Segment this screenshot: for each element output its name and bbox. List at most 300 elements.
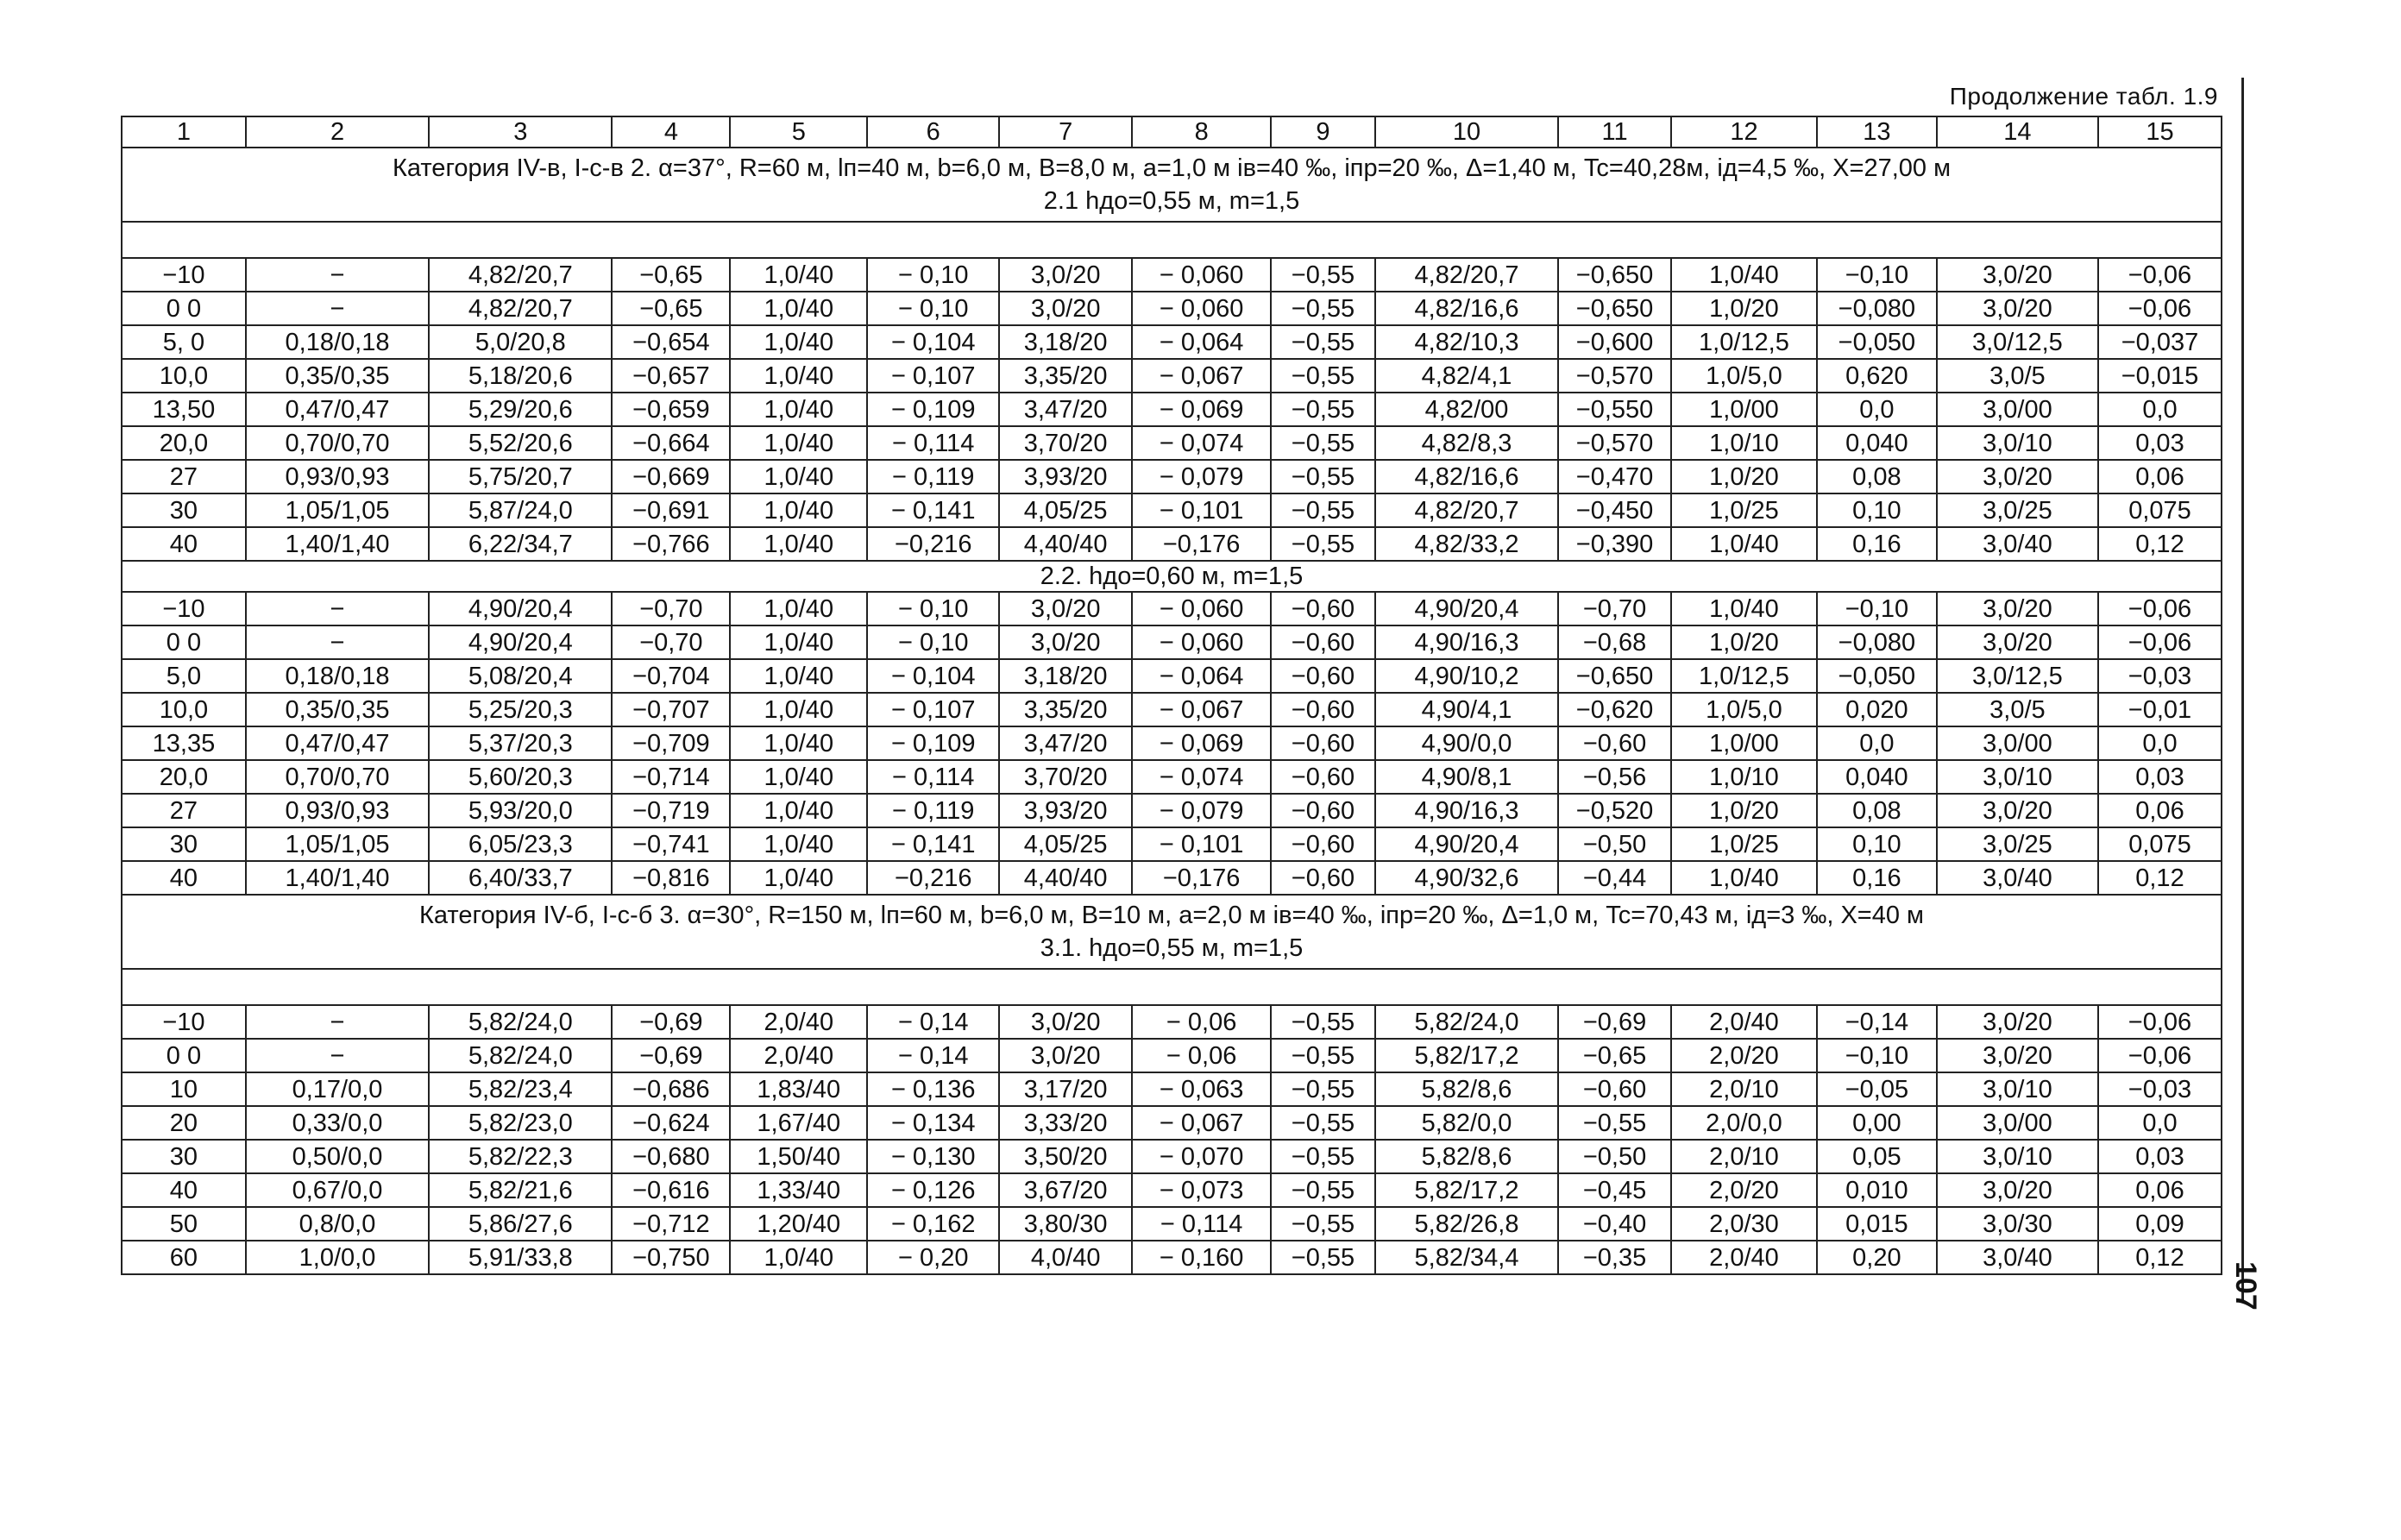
table-cell: 3,0/25	[1937, 827, 2098, 861]
section-header-cell	[122, 148, 2222, 222]
table-cell: 5,08/20,4	[429, 659, 612, 693]
table-cell: 3,0/20	[1937, 794, 2098, 827]
table-cell: − 0,134	[867, 1106, 999, 1140]
table-cell: −0,176	[1132, 861, 1271, 895]
table-cell: 1,0/00	[1671, 726, 1817, 760]
table-cell: 0,18/0,18	[246, 659, 429, 693]
table-cell: −0,015	[2098, 359, 2222, 393]
table-cell: 5,37/20,3	[429, 726, 612, 760]
column-number-cell: 13	[1817, 116, 1937, 148]
table-cell: 3,0/20	[1937, 625, 2098, 659]
table-cell: −0,080	[1817, 292, 1937, 325]
table-cell: 4,05/25	[999, 493, 1132, 527]
table-cell: − 0,141	[867, 827, 999, 861]
table-cell: 4,40/40	[999, 861, 1132, 895]
table-cell: −0,659	[612, 393, 730, 426]
table-cell: 0 0	[122, 625, 246, 659]
table-cell: − 0,109	[867, 393, 999, 426]
section-header-cell	[122, 895, 2222, 969]
table-cell: −0,60	[1271, 726, 1375, 760]
table-cell: −0,657	[612, 359, 730, 393]
table-cell: 0,0	[1817, 393, 1937, 426]
table-cell: 1,0/40	[730, 426, 867, 460]
table-cell: −0,686	[612, 1072, 730, 1106]
table-cell: 13,35	[122, 726, 246, 760]
table-cell: 5,82/34,4	[1375, 1241, 1558, 1274]
table-cell: 3,0/5	[1937, 693, 2098, 726]
table-cell: 4,82/16,6	[1375, 292, 1558, 325]
table-cell: 5,82/17,2	[1375, 1173, 1558, 1207]
table-cell: 4,90/32,6	[1375, 861, 1558, 895]
table-row	[122, 1241, 2222, 1274]
table-row	[122, 1106, 2222, 1140]
table-cell: −0,55	[1271, 292, 1375, 325]
table-cell: −0,60	[1271, 827, 1375, 861]
table-cell: −0,55	[1271, 1106, 1375, 1140]
table-cell: 3,0/20	[999, 258, 1132, 292]
table-cell: 0,03	[2098, 1140, 2222, 1173]
table-cell: −0,03	[2098, 659, 2222, 693]
table-cell: −0,60	[1271, 592, 1375, 625]
table-cell: −0,600	[1558, 325, 1671, 359]
table-cell: 4,82/33,2	[1375, 527, 1558, 561]
table-cell: −0,55	[1271, 460, 1375, 493]
table-cell: −0,680	[612, 1140, 730, 1173]
table-cell: − 0,119	[867, 794, 999, 827]
table-row	[122, 460, 2222, 493]
table-cell: 1,0/40	[730, 1241, 867, 1274]
table-cell: 30	[122, 827, 246, 861]
table-cell: 0,0	[2098, 726, 2222, 760]
table-cell: −10	[122, 592, 246, 625]
table-cell: 0,10	[1817, 827, 1937, 861]
table-cell: − 0,074	[1132, 760, 1271, 794]
table-cell: −0,55	[1271, 426, 1375, 460]
table-row	[122, 794, 2222, 827]
table-row	[122, 493, 2222, 527]
table-cell: 20,0	[122, 760, 246, 794]
table-cell: 0,075	[2098, 827, 2222, 861]
table-cell: 30	[122, 493, 246, 527]
table-cell: 0 0	[122, 1039, 246, 1072]
table-cell: 0,015	[1817, 1207, 1937, 1241]
table-caption: Продолжение табл. 1.9	[1949, 83, 2218, 110]
table-cell: 1,0/10	[1671, 760, 1817, 794]
table-cell: 2,0/10	[1671, 1072, 1817, 1106]
column-number-cell: 4	[612, 116, 730, 148]
table-cell: 0,06	[2098, 460, 2222, 493]
table-cell: 5,82/22,3	[429, 1140, 612, 1173]
table-cell: − 0,104	[867, 659, 999, 693]
table-cell: −0,60	[1271, 625, 1375, 659]
table-cell: − 0,107	[867, 693, 999, 726]
table-cell: 0,16	[1817, 527, 1937, 561]
table-cell: −0,620	[1558, 693, 1671, 726]
table-cell: 3,93/20	[999, 460, 1132, 493]
table-cell: − 0,06	[1132, 1005, 1271, 1039]
table-cell: 1,0/00	[1671, 393, 1817, 426]
block-title: 2.2. hдо=0,60 м, m=1,5	[122, 561, 2222, 592]
table-cell: −0,176	[1132, 527, 1271, 561]
section-header-row	[122, 895, 2222, 969]
table-cell: 6,22/34,7	[429, 527, 612, 561]
table-cell: 3,0/00	[1937, 1106, 2098, 1140]
table-cell: 5,86/27,6	[429, 1207, 612, 1241]
table-cell: 27	[122, 460, 246, 493]
table-cell: −0,06	[2098, 258, 2222, 292]
table-cell: 4,82/16,6	[1375, 460, 1558, 493]
table-cell: 60	[122, 1241, 246, 1274]
table-cell: −0,55	[1271, 1039, 1375, 1072]
table-cell: 3,0/40	[1937, 1241, 2098, 1274]
table-cell: 0,075	[2098, 493, 2222, 527]
table-cell: −0,69	[612, 1005, 730, 1039]
table-cell: 3,0/10	[1937, 1140, 2098, 1173]
column-number-cell: 11	[1558, 116, 1671, 148]
table-cell: 0,70/0,70	[246, 760, 429, 794]
table-cell: − 0,114	[1132, 1207, 1271, 1241]
table-cell: 5,87/24,0	[429, 493, 612, 527]
table-cell: −0,55	[1271, 1005, 1375, 1039]
table-cell: 3,80/30	[999, 1207, 1132, 1241]
table-cell: 4,82/4,1	[1375, 359, 1558, 393]
table-cell: 1,0/40	[1671, 258, 1817, 292]
table-cell: −0,550	[1558, 393, 1671, 426]
table-cell: 3,47/20	[999, 726, 1132, 760]
table-cell: 2,0/30	[1671, 1207, 1817, 1241]
table-cell: − 0,101	[1132, 493, 1271, 527]
table-cell: 1,0/25	[1671, 493, 1817, 527]
table-cell: 40	[122, 1173, 246, 1207]
table-cell: 5,75/20,7	[429, 460, 612, 493]
table-cell: 3,70/20	[999, 760, 1132, 794]
table-cell: 4,90/10,2	[1375, 659, 1558, 693]
table-cell: −0,69	[612, 1039, 730, 1072]
table-cell: −10	[122, 1005, 246, 1039]
table-cell: 2,0/10	[1671, 1140, 1817, 1173]
data-table	[121, 116, 2222, 1275]
table-cell: 0,08	[1817, 794, 1937, 827]
table-cell: 10	[122, 1072, 246, 1106]
table-cell: −	[246, 1039, 429, 1072]
table-cell: −0,01	[2098, 693, 2222, 726]
table-cell: 3,18/20	[999, 659, 1132, 693]
table-cell: −0,470	[1558, 460, 1671, 493]
table-cell: 2,0/0,0	[1671, 1106, 1817, 1140]
table-cell: −0,55	[1271, 493, 1375, 527]
column-numbers-row	[122, 116, 2222, 148]
table-cell: − 0,107	[867, 359, 999, 393]
table-cell: 1,0/40	[730, 460, 867, 493]
table-cell: −0,60	[1271, 659, 1375, 693]
table-cell: −	[246, 292, 429, 325]
table-cell: 27	[122, 794, 246, 827]
table-cell: −0,712	[612, 1207, 730, 1241]
table-cell: 3,0/20	[999, 1005, 1132, 1039]
table-cell: −0,03	[2098, 1072, 2222, 1106]
table-cell: 1,40/1,40	[246, 527, 429, 561]
table-cell: 1,0/0,0	[246, 1241, 429, 1274]
table-cell: −0,06	[2098, 1039, 2222, 1072]
table-cell: −0,55	[1271, 527, 1375, 561]
table-cell: 3,0/20	[1937, 1039, 2098, 1072]
table-cell: 5,18/20,6	[429, 359, 612, 393]
table-cell: − 0,14	[867, 1005, 999, 1039]
table-cell: −0,664	[612, 426, 730, 460]
table-cell: 0,03	[2098, 426, 2222, 460]
table-cell: 1,0/20	[1671, 460, 1817, 493]
table-cell: 3,0/00	[1937, 393, 2098, 426]
table-cell: −0,216	[867, 861, 999, 895]
table-cell: 1,0/20	[1671, 625, 1817, 659]
table-cell: −0,650	[1558, 258, 1671, 292]
table-cell: − 0,074	[1132, 426, 1271, 460]
table-cell: 0,47/0,47	[246, 393, 429, 426]
table-cell: 0,06	[2098, 794, 2222, 827]
table-row	[122, 1140, 2222, 1173]
table-cell: 1,0/40	[730, 592, 867, 625]
table-cell: 0,08	[1817, 460, 1937, 493]
table-cell: 2,0/40	[730, 1039, 867, 1072]
table-row	[122, 1005, 2222, 1039]
column-number-cell: 8	[1132, 116, 1271, 148]
table-row	[122, 1072, 2222, 1106]
table-cell: 6,40/33,7	[429, 861, 612, 895]
section-header-text: Категория IV-в, I-с-в 2. α=37°, R=60 м, lп=40 м, b=6,0 м, В=8,0 м, a=1,0 м iв=40 ‰, iпр=20 ‰, Δ=1,40 м, Tc=40,28м, iд=4,5 ‰, X=27,00 м	[392, 154, 1952, 182]
table-cell: 3,0/40	[1937, 861, 2098, 895]
table-cell: 3,0/20	[1937, 460, 2098, 493]
table-cell: −0,55	[1271, 1072, 1375, 1106]
table-cell: 5,82/8,6	[1375, 1140, 1558, 1173]
table-cell: 3,0/10	[1937, 426, 2098, 460]
table-cell: −0,55	[1271, 1241, 1375, 1274]
table-cell: − 0,141	[867, 493, 999, 527]
table-cell: 0,0	[1817, 726, 1937, 760]
table-cell: 0,00	[1817, 1106, 1937, 1140]
table-cell: −0,10	[1817, 1039, 1937, 1072]
table-cell: − 0,162	[867, 1207, 999, 1241]
table-cell: − 0,060	[1132, 292, 1271, 325]
table-cell: −0,55	[1271, 359, 1375, 393]
table-cell: 3,50/20	[999, 1140, 1132, 1173]
table-cell: 0,0	[2098, 393, 2222, 426]
table-cell: − 0,160	[1132, 1241, 1271, 1274]
table-cell: 5,91/33,8	[429, 1241, 612, 1274]
table-cell: −0,60	[1271, 760, 1375, 794]
column-number-cell: 5	[730, 116, 867, 148]
table-cell: −0,05	[1817, 1072, 1937, 1106]
table-cell: −0,570	[1558, 426, 1671, 460]
table-cell: 20,0	[122, 426, 246, 460]
table-cell: −0,050	[1817, 325, 1937, 359]
table-cell: 0,040	[1817, 426, 1937, 460]
table-cell: 1,0/40	[730, 827, 867, 861]
table-cell: 0,93/0,93	[246, 794, 429, 827]
table-cell: 0,010	[1817, 1173, 1937, 1207]
table-cell: −10	[122, 258, 246, 292]
table-cell: 3,35/20	[999, 693, 1132, 726]
table-cell: 1,05/1,05	[246, 827, 429, 861]
table-cell: 3,47/20	[999, 393, 1132, 426]
spacer-cell	[122, 222, 2222, 258]
table-cell: −0,50	[1558, 1140, 1671, 1173]
table-cell: 0,93/0,93	[246, 460, 429, 493]
table-cell: 3,0/5	[1937, 359, 2098, 393]
table-cell: 1,0/25	[1671, 827, 1817, 861]
table-cell: 1,0/10	[1671, 426, 1817, 460]
table-cell: 3,0/20	[999, 292, 1132, 325]
table-cell: −	[246, 625, 429, 659]
table-cell: − 0,114	[867, 760, 999, 794]
table-cell: −0,06	[2098, 1005, 2222, 1039]
column-number-cell: 6	[867, 116, 999, 148]
table-cell: 4,90/16,3	[1375, 794, 1558, 827]
table-cell: 0,03	[2098, 760, 2222, 794]
table-cell: −0,691	[612, 493, 730, 527]
table-cell: −0,60	[1558, 726, 1671, 760]
table-cell: − 0,063	[1132, 1072, 1271, 1106]
table-cell: − 0,10	[867, 258, 999, 292]
table-cell: 1,0/40	[730, 393, 867, 426]
table-cell: 1,0/40	[730, 359, 867, 393]
table-cell: − 0,064	[1132, 325, 1271, 359]
block-title: 2.1 hдо=0,55 м, m=1,5	[1043, 187, 1300, 215]
table-cell: −0,45	[1558, 1173, 1671, 1207]
table-cell: 4,90/20,4	[429, 625, 612, 659]
table-cell: 1,0/20	[1671, 794, 1817, 827]
table-cell: 0,35/0,35	[246, 693, 429, 726]
table-cell: −0,60	[1271, 861, 1375, 895]
table-cell: −0,766	[612, 527, 730, 561]
table-cell: 30	[122, 1140, 246, 1173]
table-cell: 1,0/5,0	[1671, 359, 1817, 393]
table-cell: −0,10	[1817, 258, 1937, 292]
table-cell: − 0,104	[867, 325, 999, 359]
table-cell: 1,0/12,5	[1671, 659, 1817, 693]
table-cell: −0,06	[2098, 292, 2222, 325]
table-cell: 4,90/8,1	[1375, 760, 1558, 794]
table-cell: 3,67/20	[999, 1173, 1132, 1207]
table-cell: −0,650	[1558, 292, 1671, 325]
table-cell: −0,56	[1558, 760, 1671, 794]
table-cell: −0,50	[1558, 827, 1671, 861]
table-cell: −0,704	[612, 659, 730, 693]
table-cell: − 0,119	[867, 460, 999, 493]
table-cell: 0,67/0,0	[246, 1173, 429, 1207]
table-cell: 4,82/10,3	[1375, 325, 1558, 359]
table-cell: 0,20	[1817, 1241, 1937, 1274]
table-cell: 5,82/24,0	[429, 1039, 612, 1072]
table-cell: −0,707	[612, 693, 730, 726]
table-cell: −0,654	[612, 325, 730, 359]
table-cell: − 0,10	[867, 625, 999, 659]
table-cell: 20	[122, 1106, 246, 1140]
table-cell: −0,750	[612, 1241, 730, 1274]
table-cell: − 0,079	[1132, 460, 1271, 493]
table-cell: 1,0/5,0	[1671, 693, 1817, 726]
table-cell: 3,0/30	[1937, 1207, 2098, 1241]
table-cell: 1,0/40	[730, 493, 867, 527]
table-cell: 10,0	[122, 359, 246, 393]
table-cell: 2,0/40	[1671, 1005, 1817, 1039]
table-cell: 1,0/40	[730, 760, 867, 794]
table-cell: 0,70/0,70	[246, 426, 429, 460]
table-cell: 1,33/40	[730, 1173, 867, 1207]
table-cell: 4,40/40	[999, 527, 1132, 561]
table-cell: −0,65	[1558, 1039, 1671, 1072]
table-cell: −0,55	[1271, 393, 1375, 426]
table-cell: 2,0/40	[1671, 1241, 1817, 1274]
table-cell: − 0,10	[867, 592, 999, 625]
table-cell: −0,06	[2098, 592, 2222, 625]
table-cell: 3,0/20	[1937, 292, 2098, 325]
table-cell: −0,69	[1558, 1005, 1671, 1039]
table-cell: 1,05/1,05	[246, 493, 429, 527]
table-cell: 4,82/8,3	[1375, 426, 1558, 460]
table-cell: −0,55	[1271, 258, 1375, 292]
table-row	[122, 827, 2222, 861]
table-row	[122, 1039, 2222, 1072]
table-cell: − 0,070	[1132, 1140, 1271, 1173]
spacer-cell	[122, 969, 2222, 1005]
table-cell: − 0,114	[867, 426, 999, 460]
table-cell: 3,0/12,5	[1937, 325, 2098, 359]
table-row	[122, 659, 2222, 693]
table-cell: 0,10	[1817, 493, 1937, 527]
table-cell: 2,0/40	[730, 1005, 867, 1039]
table-cell: 4,82/20,7	[429, 258, 612, 292]
table-cell: 0,50/0,0	[246, 1140, 429, 1173]
page-number: 107	[2229, 1261, 2262, 1311]
table-cell: 0,09	[2098, 1207, 2222, 1241]
table-cell: 3,0/10	[1937, 1072, 2098, 1106]
table-cell: 0,620	[1817, 359, 1937, 393]
table-cell: − 0,109	[867, 726, 999, 760]
table-cell: − 0,20	[867, 1241, 999, 1274]
table-cell: 0,35/0,35	[246, 359, 429, 393]
table-cell: −0,719	[612, 794, 730, 827]
table-cell: 0 0	[122, 292, 246, 325]
table-cell: 0,12	[2098, 527, 2222, 561]
table-cell: −0,390	[1558, 527, 1671, 561]
table-cell: 1,0/40	[1671, 861, 1817, 895]
table-cell: 1,0/40	[730, 794, 867, 827]
section-header-row	[122, 148, 2222, 222]
table-cell: −0,60	[1558, 1072, 1671, 1106]
table-cell: 5,0	[122, 659, 246, 693]
table-row	[122, 325, 2222, 359]
table-cell: 3,0/20	[999, 1039, 1132, 1072]
table-cell: 0,47/0,47	[246, 726, 429, 760]
table-cell: 5,82/8,6	[1375, 1072, 1558, 1106]
table-cell: − 0,067	[1132, 1106, 1271, 1140]
table-row	[122, 592, 2222, 625]
table-cell: 5,0/20,8	[429, 325, 612, 359]
table-cell: −0,616	[612, 1173, 730, 1207]
table-cell: − 0,069	[1132, 726, 1271, 760]
table-body	[122, 116, 2222, 1274]
table-cell: − 0,067	[1132, 693, 1271, 726]
table-cell: − 0,067	[1132, 359, 1271, 393]
table-cell: 4,0/40	[999, 1241, 1132, 1274]
table-cell: 0,020	[1817, 693, 1937, 726]
table-cell: 1,0/20	[1671, 292, 1817, 325]
table-row	[122, 1173, 2222, 1207]
table-cell: 0,06	[2098, 1173, 2222, 1207]
table-cell: 5,82/26,8	[1375, 1207, 1558, 1241]
table-cell: −0,40	[1558, 1207, 1671, 1241]
table-cell: 4,90/20,4	[1375, 827, 1558, 861]
